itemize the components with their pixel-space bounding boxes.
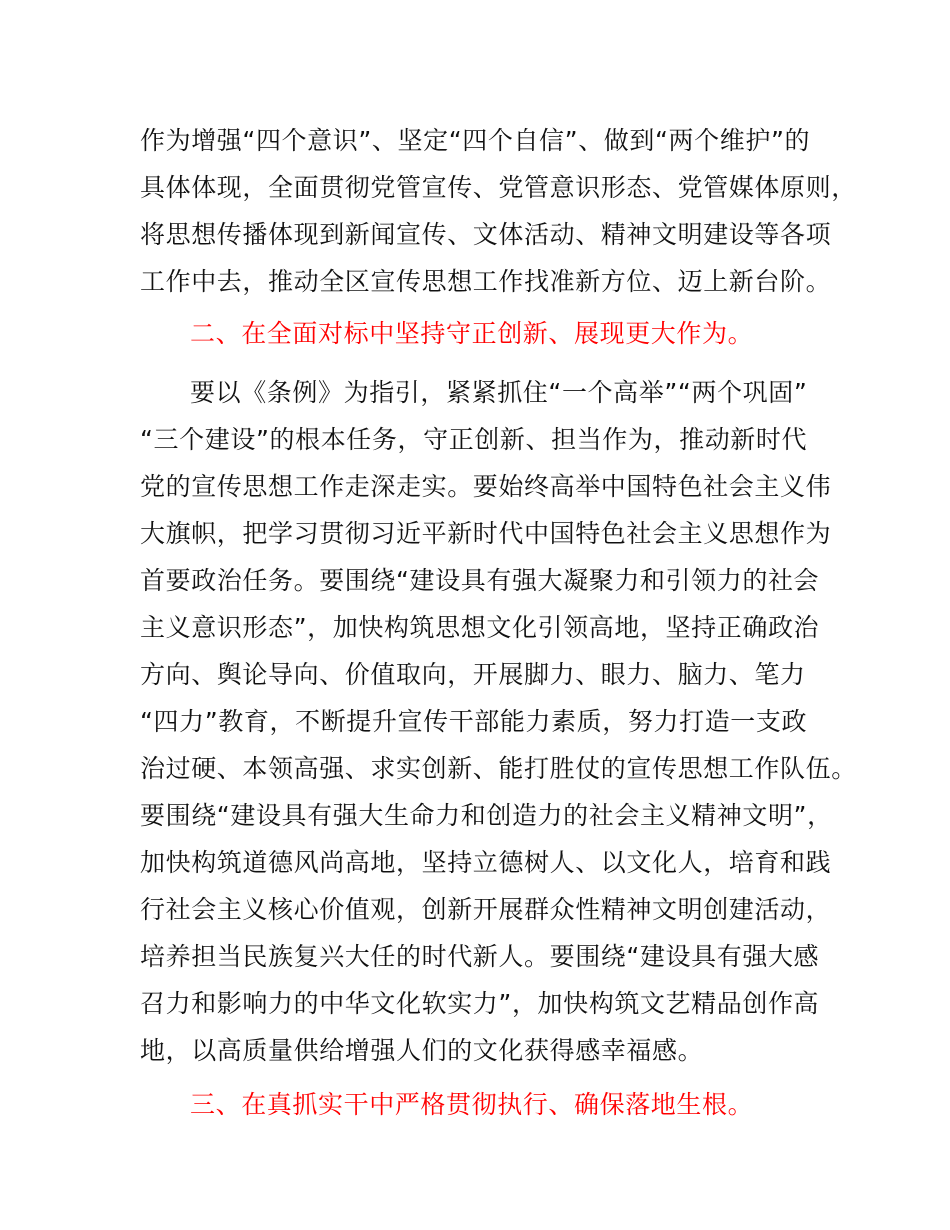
paragraph-2-line-14: 召力和影响力的中华文化软实力”，加快构筑文艺精品创作高: [140, 989, 820, 1018]
paragraph-2-line-7: 方向、舆论导向、价值取向，开展脚力、眼力、脑力、笔力: [140, 660, 806, 689]
paragraph-2-line-1: 要以《条例》为指引，紧紧抓住“一个高举”“两个巩固”: [190, 378, 808, 407]
paragraph-2-line-8: “四力”教育，不断提升宣传干部能力素质，努力打造一支政: [140, 707, 808, 736]
paragraph-1-line-3: 将思想传播体现到新闻宣传、文体活动、精神文明建设等各项: [140, 220, 832, 249]
paragraph-2-line-4: 大旗帜，把学习贯彻习近平新时代中国特色社会主义思想作为: [140, 519, 832, 548]
paragraph-2-line-3: 党的宣传思想工作走深走实。要始终高举中国特色社会主义伟: [140, 472, 832, 501]
section-heading-3: 三、在真抓实干中严格贯彻执行、确保落地生根。: [190, 1090, 754, 1119]
paragraph-1-line-4: 工作中去，推动全区宣传思想工作找准新方位、迈上新台阶。: [140, 267, 832, 296]
paragraph-2-line-10: 要围绕“建设具有强大生命力和创造力的社会主义精神文明”，: [140, 801, 833, 830]
section-heading-2: 二、在全面对标中坚持守正创新、展现更大作为。: [190, 319, 754, 348]
paragraph-2-line-12: 行社会主义核心价值观，创新开展群众性精神文明创建活动，: [140, 895, 832, 924]
paragraph-2-line-6: 主义意识形态”，加快构筑思想文化引领高地，坚持正确政治: [140, 613, 820, 642]
paragraph-1-line-1: 作为增强“四个意识”、坚定“四个自信”、做到“两个维护”的: [140, 126, 811, 155]
paragraph-2-line-9: 治过硬、本领高强、求实创新、能打胜仗的宣传思想工作队伍。: [140, 754, 857, 783]
paragraph-2-line-11: 加快构筑道德风尚高地，坚持立德树人、以文化人，培育和践: [140, 848, 832, 877]
paragraph-2-line-5: 首要政治任务。要围绕“建设具有强大凝聚力和引领力的社会: [140, 566, 820, 595]
paragraph-2-line-15: 地，以高质量供给增强人们的文化获得感幸福感。: [140, 1036, 704, 1065]
paragraph-2-line-2: “三个建设”的根本任务，守正创新、担当作为，推动新时代: [140, 425, 808, 454]
paragraph-1-line-2: 具体体现，全面贯彻党管宣传、党管意识形态、党管媒体原则，: [140, 173, 857, 202]
paragraph-2-line-13: 培养担当民族复兴大任的时代新人。要围绕“建设具有强大感: [140, 942, 820, 971]
